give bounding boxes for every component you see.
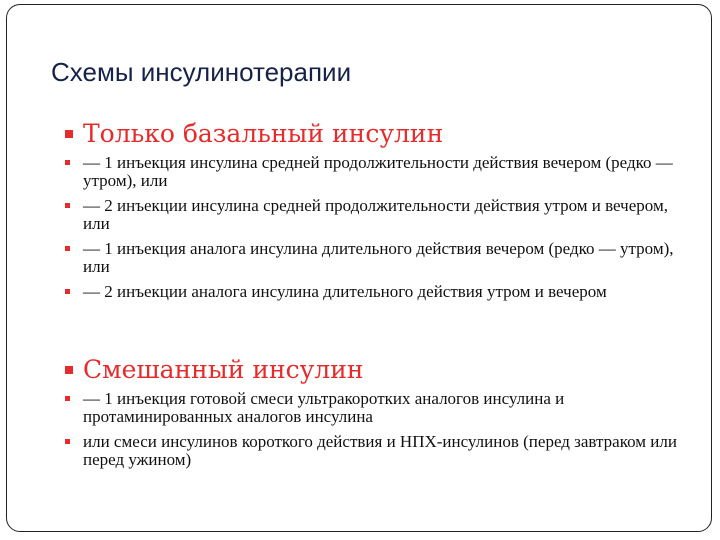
list-item-text: или смеси инсулинов короткого действия и НПХ-инсулинов (перед завтраком или перед ужином) [83, 432, 677, 469]
square-bullet-icon [65, 366, 73, 374]
section-mixed-insulin [65, 355, 685, 476]
list-item [65, 390, 685, 426]
square-bullet-icon [65, 289, 70, 294]
list-item [65, 433, 685, 469]
list-item-text: — 1 инъекция инсулина средней продолжительности действия вечером (редко — утром), или [83, 153, 673, 190]
list-item [65, 154, 685, 190]
list-item-text: — 2 инъекции аналога инсулина длительного действия утром и вечером [83, 282, 607, 301]
list-item-text: — 1 инъекция аналога инсулина длительного действия вечером (редко — утром), или [83, 239, 674, 276]
list-item [65, 197, 685, 233]
square-bullet-icon [65, 396, 70, 401]
square-bullet-icon [65, 160, 70, 165]
list-item [65, 283, 685, 301]
section-heading: Смешанный инсулин [83, 355, 364, 384]
square-bullet-icon [65, 246, 70, 251]
list-item-text: — 1 инъекция готовой смеси ультракоротких аналогов инсулина и протаминированных аналогов инсулина [83, 389, 565, 426]
section-heading: Только базальный инсулин [83, 119, 444, 148]
slide-frame [6, 4, 712, 532]
section-basal-insulin [65, 119, 685, 308]
square-bullet-icon [65, 203, 70, 208]
square-bullet-icon [65, 439, 70, 444]
section-heading-row [65, 355, 685, 384]
slide-title: Схемы инсулинотерапии [51, 57, 352, 87]
list-item [65, 240, 685, 276]
section-heading-row [65, 119, 685, 148]
list-item-text: — 2 инъекции инсулина средней продолжительности действия утром и вечером, или [83, 196, 668, 233]
square-bullet-icon [65, 130, 73, 138]
